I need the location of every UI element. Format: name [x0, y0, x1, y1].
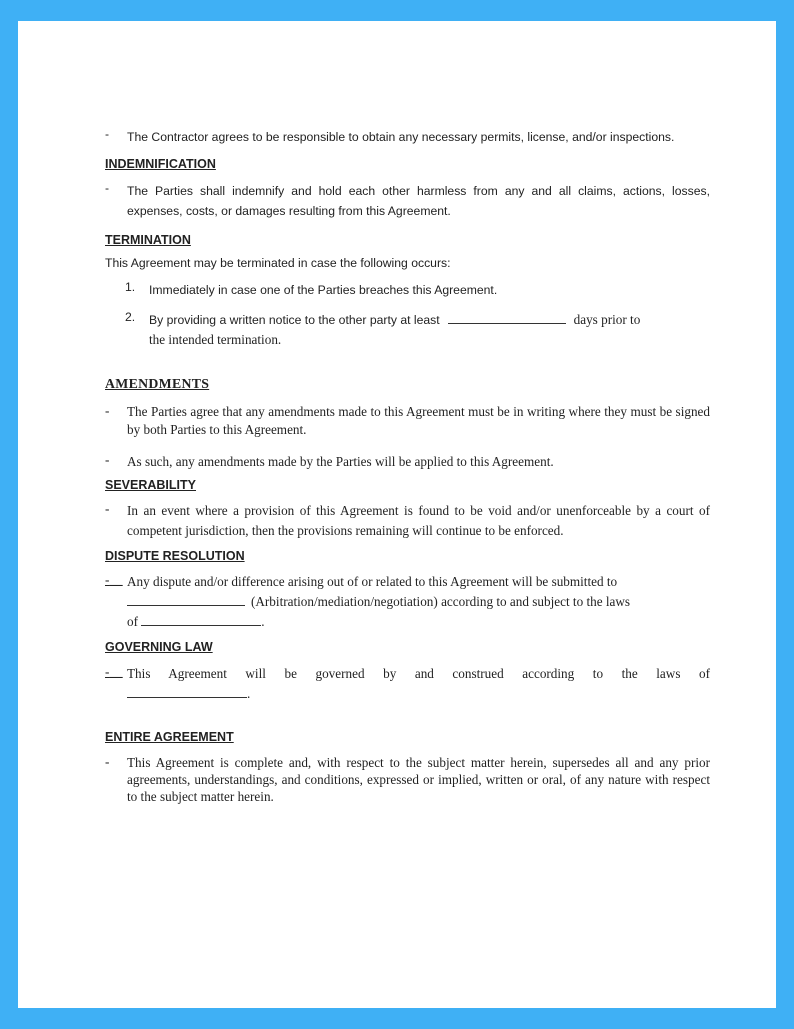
bullet-dash: -	[105, 127, 110, 141]
jurisdiction-blank	[141, 613, 261, 626]
termination-item-1-text: Immediately in case one of the Parties breaches this Agreement.	[149, 283, 498, 297]
amendments-text-1: The Parties agree that any amendments made to this Agreement must be in writing where they must be signed by both Parties to this Agreement.	[127, 404, 710, 437]
amendments-bullet-1	[105, 403, 710, 439]
governing-heading: GOVERNING LAW	[105, 640, 213, 654]
document-page	[18, 21, 776, 1008]
governing-line-1: This Agreement will be governed by and construed according to the laws of	[127, 666, 710, 681]
entire-agreement-heading: ENTIRE AGREEMENT	[105, 730, 234, 744]
bullet-dash: -	[105, 754, 110, 769]
termination-item-2-text: By providing a written notice to the other party at least	[149, 313, 440, 327]
bullet-dash: -	[105, 181, 110, 195]
indemnification-text: The Parties shall indemnify and hold each other harmless from any and all claims, actions, losses, expenses, costs, or damages resulting from this Agreement.	[127, 184, 710, 218]
dispute-bullet: -__ Any dispute and/or difference arising out of or related to this Agreement will be submitted to (Arbitration/mediation/negotiation) according to and subject to the laws of .	[105, 572, 631, 629]
bullet-dash: -__	[105, 664, 123, 679]
entire-agreement-text: This Agreement is complete and, with respect to the subject matter herein, supersedes all and any prior agreements, understandings, and conditions, expressed or implied, written or oral, of any nature with respect to the subject matter herein.	[127, 755, 710, 804]
days-blank	[448, 311, 566, 324]
severability-heading: SEVERABILITY	[105, 478, 196, 492]
termination-intro: This Agreement may be terminated in case the following occurs:	[105, 256, 451, 270]
termination-item-2-line2: the intended termination.	[149, 332, 282, 347]
governing-blank	[127, 685, 247, 698]
bullet-dash: -	[105, 452, 110, 467]
termination-heading: TERMINATION	[105, 233, 191, 247]
termination-item-1	[105, 280, 710, 300]
bullet-dash: -	[105, 501, 110, 516]
bullet-dash: -	[105, 403, 110, 418]
amendments-text-2: As such, any amendments made by the Parties will be applied to this Agreement.	[127, 454, 554, 469]
entire-agreement-bullet	[105, 754, 710, 805]
item-number: 2.	[125, 310, 136, 324]
dispute-of: of	[127, 614, 138, 629]
severability-text: In an event where a provision of this Agreement is found to be void and/or unenforceable by a court of competent jurisdiction, then the provisions remaining will continue to be enforced.	[127, 503, 710, 538]
indemnification-bullet	[105, 181, 710, 221]
indemnification-heading: INDEMNIFICATION	[105, 157, 216, 171]
dispute-line-2: (Arbitration/mediation/negotiation) according to and subject to the laws	[251, 594, 631, 609]
document-body	[105, 109, 710, 805]
governing-bullet: -__ This Agreement will be governed by and construed according to the laws of .	[105, 664, 710, 701]
termination-item-2	[105, 310, 710, 350]
severability-bullet	[105, 501, 710, 541]
item-number: 1.	[125, 280, 136, 294]
dispute-line-1: Any dispute and/or difference arising out of or related to this Agreement will be submitted to	[127, 574, 618, 589]
dispute-heading: DISPUTE RESOLUTION	[105, 549, 245, 563]
permits-text: The Contractor agrees to be responsible to obtain any necessary permits, license, and/or inspections.	[127, 130, 675, 144]
termination-item-2-tail: days prior to	[573, 312, 641, 327]
amendments-bullet-2	[105, 452, 710, 472]
amendments-heading: AMENDMENTS	[105, 376, 210, 391]
forum-blank	[127, 593, 245, 606]
bullet-dash: -__	[105, 572, 123, 587]
permits-bullet	[105, 127, 710, 147]
